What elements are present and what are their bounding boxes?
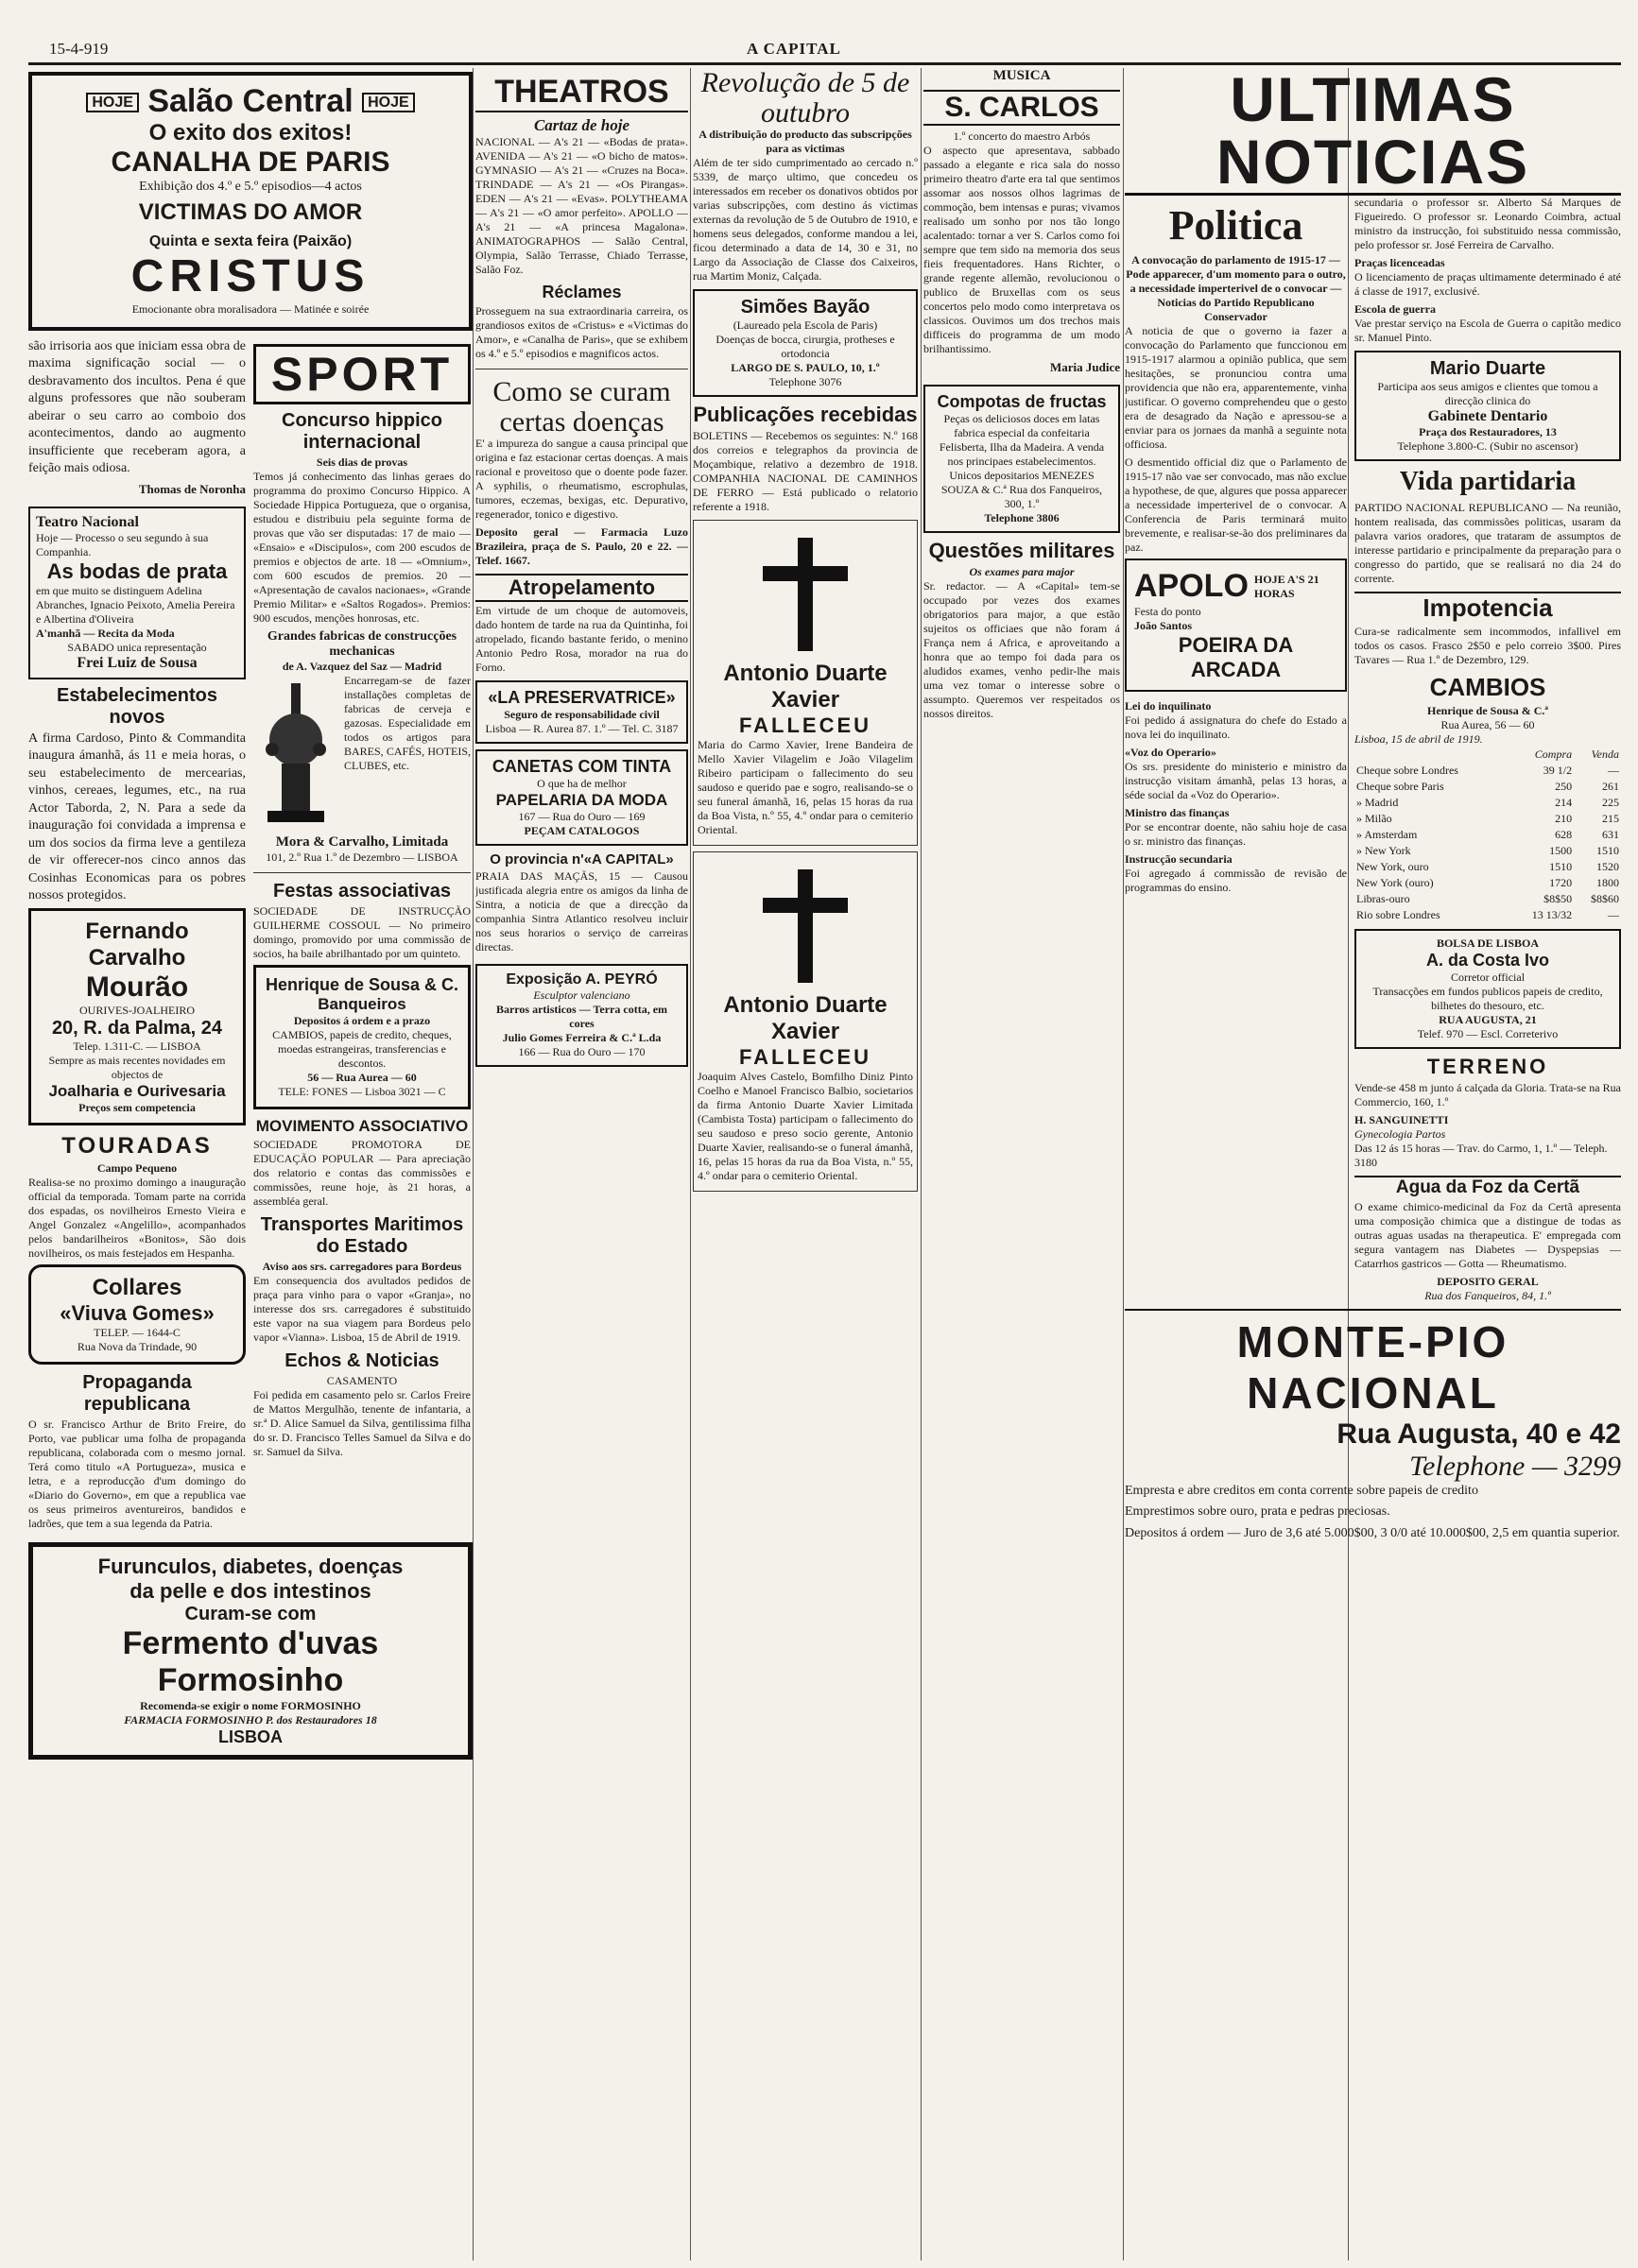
- graf-sub: de A. Vazquez del Saz — Madrid: [282, 660, 442, 673]
- expo-l1: Barros artisticos — Terra cotta, em cores: [495, 1003, 668, 1030]
- cambios-header-cell: [1354, 747, 1509, 763]
- furunculos-l1: Furunculos, diabetes, doenças: [97, 1555, 404, 1579]
- fernando-trade: Joalharia e Ourivesaria: [48, 1082, 226, 1101]
- revolucao-title: Revolução de 5 de outubro: [700, 68, 910, 129]
- furunculos-l5: Recomenda-se exigir o nome FORMOSINHO: [140, 1699, 361, 1713]
- column-6: [1125, 68, 1621, 1546]
- furunculos-l7: LISBOA: [217, 1727, 283, 1747]
- salao-film: CANALHA DE PARIS: [111, 146, 390, 178]
- echos-title: Echos & Noticias: [284, 1350, 440, 1371]
- peyro-ad: [475, 964, 688, 1067]
- bolsa-title: BOLSA DE LISBOA: [1436, 936, 1540, 950]
- touradas-sub: Campo Pequeno: [96, 1161, 178, 1176]
- mario-name: Mario Duarte: [1429, 358, 1546, 379]
- lei-title: Lei do inquilinato: [1125, 699, 1212, 713]
- cambios-row: [1354, 779, 1621, 795]
- monte-tel: Telephone — 3299: [1409, 1451, 1621, 1482]
- cambios-cell: $8$60: [1591, 892, 1619, 905]
- reclames-title: Réclames: [542, 283, 622, 301]
- obit2-text: Joaquim Alves Castelo, Bomfilho Diniz Pinto Coelho e Manoel Francisco Balbio, societarios da firma Antonio Duarte Xavier Limitada (Cambista Tosta) participam o fallecimento do seu saudoso e preso socio gerente, Antonio Duarte Xavier, realisando-se o funeral ámanhã, 16, pelas 15 horas da rua da Boa Vista, n.º 55, 4.º ondar para o cemiterio Oriental.: [698, 1070, 913, 1182]
- fernando-slogan: Sempre as mais recentes novidades em objectos de: [48, 1054, 226, 1082]
- concert-title: 1.º concerto do maestro Arbós: [953, 129, 1091, 143]
- cambios-cell: » Madrid: [1356, 796, 1399, 809]
- canetas-title: CANETAS COM TINTA: [491, 757, 672, 776]
- quest-text: Sr. redactor. — A «Capital» tem-se occupado por vezes dos exames obrigatorios para major, a que estão sujeitos os officiaes que não foram á França nem á Africa, e aproveitando a honra que ao tempo foi dada para os aludidos exames, venho pedir-lhe mais uma vez tomar o interesse sobre o assumpto. Queremos ver respeitados os nossos direitos.: [923, 579, 1120, 720]
- fernando-tel: Telep. 1.311-C. — LISBOA: [73, 1040, 201, 1054]
- apolo-sub: Festa do ponto: [1134, 605, 1201, 618]
- cambios-table: [1354, 747, 1621, 923]
- issue-date: 15-4-919: [49, 40, 109, 58]
- salao-name: VICTIMAS DO AMOR: [138, 199, 363, 226]
- furunculos-ad: [28, 1542, 473, 1760]
- papelaria-catalog: PEÇAM CATALOGOS: [524, 824, 640, 837]
- obit1-name: Antonio Duarte Xavier: [723, 661, 888, 713]
- cross-icon: [763, 869, 848, 983]
- expo-l2: Julio Gomes Ferreira & C.ª L.da: [502, 1031, 662, 1044]
- cambios-header-cell: Compra: [1534, 747, 1573, 761]
- canetas-ad: [475, 749, 688, 846]
- bolsa-ad: [1354, 929, 1621, 1049]
- fernando-addr: 20, R. da Palma, 24: [51, 1018, 223, 1040]
- henrique-t2: Banqueiros: [318, 995, 406, 1013]
- sport-title: SPORT: [253, 344, 471, 404]
- quest-title: Questões militares: [928, 539, 1115, 562]
- cambios-cell: 215: [1602, 812, 1619, 825]
- henrique-t3: Depositos á ordem e a prazo: [293, 1014, 431, 1027]
- col1-left: [28, 338, 246, 1535]
- henrique-ad: [253, 965, 471, 1109]
- concert-signature: Maria Judice: [1049, 360, 1120, 374]
- graf-text: Encarregam-se de fazer installações completas de fabricas de cerveja e gazosas. Especialidade em todos os artigos para BARES, CAFÉS, HOTEIS, CLUBES, etc.: [344, 674, 471, 772]
- ultimas-title: ULTIMAS NOTICIAS: [1125, 68, 1621, 196]
- salao-note: Emocionante obra moralisadora — Matinée e soirée: [131, 302, 370, 317]
- cambios-cell: 1510: [1596, 844, 1619, 857]
- obituary-2: [693, 851, 918, 1192]
- mov-title: MOVIMENTO ASSOCIATIVO: [255, 1117, 469, 1135]
- monte-l3: Depositos á ordem — Juro de 3,6 até 5.000$00, 3 0/0 até 10.000$00, 2,5 em quantia superior.: [1125, 1525, 1620, 1540]
- column-rule: [921, 68, 922, 2260]
- apolo-name: João Santos: [1134, 619, 1193, 632]
- impot-text: Cura-se radicalmente sem incommodos, infallivel em todos os casos. Frasco 2$50 e pelo correio 3$00. Pires Tavares — Rua 1.º de Dezembro, 129.: [1354, 625, 1621, 666]
- graf-title: Grandes fabricas de construcções mechanicas: [267, 629, 457, 659]
- cambios-cell: 1500: [1549, 844, 1573, 857]
- papelaria: PAPELARIA DA MODA: [495, 791, 668, 809]
- furunculos-l2: da pelle e dos intestinos: [129, 1579, 371, 1604]
- simoes-ad: [693, 289, 918, 397]
- compotas-title: Compotas de fructas: [937, 392, 1107, 411]
- collares-brand: «Viuva Gomes»: [60, 1301, 215, 1326]
- cambios-cell: 628: [1555, 828, 1573, 841]
- concert-text: O aspecto que apresentava, sabbado passado a elegante e rica sala do nosso primeiro theatro d'arte era tal que sentimos assomar aos nossos olhos lagrimas de commoção, bem intensas e puras; vivamos realisado um sonho por nos tão longo acalentado: tornar a ver S. Carlos como foi sempre que tem sido na memoria dos seus fieis frequentadores. Hans Richter, o grande regente allemão, revolucionou o publico de Bruxellas com os seus concertos pelo modo como interpretava os classicos. Ouvimos um dos trechos mais difficeis do programma de um modo brilhantissimo.: [923, 144, 1120, 355]
- impot-title: Impotencia: [1354, 592, 1621, 623]
- cambios-cell: $8$50: [1543, 892, 1573, 905]
- obit1-text: Maria do Carmo Xavier, Irene Bandeira de Mello Xavier Vilagelim e João Vilagelim Ribeiro participam o fallecimento do seu saudoso e querido pae e sogro, realisando-se o seu funeral ámanhã, 16, pelas 15 horas da rua da Boa Vista, n.º 55, 4.º ondar para o cemiterio Oriental.: [698, 738, 913, 836]
- expo-l3: 166 — Rua do Ouro — 170: [518, 1045, 646, 1058]
- estab-text: A firma Cardoso, Pinto & Commandita inaugura ámanhã, ás 11 e meia horas, o seu estabelecimento de mercearias, vinhos, cereaes, legumes, etc., na rua Actor Taborda, 2, N. Para a sede da inauguração foi convidada a imprensa e um dos socios da firma leve a gentileza de vir offerecer-nos cinco annos das Cosinhas Economicas para os pobres nossos protegidos.: [28, 730, 246, 902]
- cambios-row: [1354, 827, 1621, 843]
- escola-text: Vae prestar serviço na Escola de Guerra o capitão medico sr. Manuel Pinto.: [1354, 317, 1621, 344]
- atrop-text: Em virtude de um choque de automoveis, dado hontem de tarde na rua da Quintinha, foi atropelado, ficando bastante ferido, o menino Antonio Pedro Rosa, morador na rua do Forno.: [475, 604, 688, 674]
- trans-text: Em consequencia dos avultados pedidos de praça para vinho para o vapor «Granja», no interesse dos srs. carregadores é substituido este vapor na sua viagem para Bordeus pelo vapor «Vianna». Lisboa, 15 de Abril de 1919.: [253, 1274, 471, 1344]
- obituary-1: [693, 520, 918, 846]
- escola-title: Escola de guerra: [1354, 302, 1436, 316]
- cambios-row: [1354, 843, 1621, 859]
- cambios-cell: » Amsterdam: [1356, 828, 1418, 841]
- estab-title: Estabelecimentos novos: [56, 684, 218, 728]
- curam-text: E' a impureza do sangue a causa principal que origina e faz estacionar certas doenças. A mais racional e proveitoso que o doente pode fazer. A syphilis, o rheumatismo, escrophulas, tumores, eczemas, bexigas, etc. Depurativo, regenerador, tonico e digestivo.: [475, 437, 688, 521]
- preservatrice-ad: [475, 680, 688, 744]
- cartaz-text: NACIONAL — A's 21 — «Bodas de prata». AVENIDA — A's 21 — «O bicho de matos». GYMNASIO — A's 21 — «Cruzes na Boca». TRINDADE — A's 21 — «Os Pirangas». EDEN — A's 21 — «Evas». POLYTHEAMA — A's 21 — «O amor perfeito». APOLLO — A's 21 — «A princesa Magalona». ANIMATOGRAPHOS — Salão Central, Olympia, Salão Terrasse, Chiado Terrasse, Salão Foz.: [475, 135, 688, 276]
- expo-sub: Esculptor valenciano: [533, 988, 630, 1002]
- cambios-header-cell: Venda: [1591, 747, 1619, 761]
- preserv-name: «LA PRESERVATRICE»: [488, 688, 676, 707]
- furunculos-l6: FARMACIA FORMOSINHO P. dos Restauradores 18: [124, 1713, 377, 1727]
- teatro-show: As bodas de prata: [46, 558, 228, 583]
- column-rule: [473, 68, 474, 2260]
- cambios-cell: 631: [1602, 828, 1619, 841]
- monte-addr: Rua Augusta, 40 e 42: [1336, 1418, 1621, 1450]
- column-5: [923, 68, 1120, 725]
- deposito-text: Deposito geral — Farmacia Luzo Brazileira, praça de S. Paulo, 20 e 22. — Telef. 1667.: [475, 525, 688, 567]
- cambios-cell: —: [1608, 764, 1619, 777]
- cambios-cell: 13 13/32: [1531, 908, 1573, 921]
- pub-text: BOLETINS — Recebemos os seguintes: N.º 168 dos correios e telegraphos da provincia de Moçambique, relativo a dezembro de 1918. COMPANHIA NACIONAL DE CAMINHOS DE FERRO — Está publicado o relatorio referente a 1918.: [693, 429, 918, 513]
- scarlos-title: S. CARLOS: [923, 90, 1120, 126]
- atrop-title: Atropelamento: [475, 574, 688, 602]
- papelaria-addr: 167 — Rua do Ouro — 169: [518, 810, 646, 823]
- echos-sub: CASAMENTO: [326, 1374, 398, 1387]
- bolsa-role: Corretor official: [1450, 971, 1526, 984]
- politica-text2: O desmentido official diz que o Parlamento de 1915-17 não vae ser convocado, mas não exclue a hypothese, de que, algures que possa apparecer a necessidade imperterivel de o convocar. A Conferencia de Paris terminará muito brevemente, e realisar-se-ão dos preliminares da paz.: [1125, 455, 1347, 554]
- divider: [253, 872, 471, 873]
- cambios-cell: Libras-ouro: [1356, 892, 1410, 905]
- teatro-cast: em que muito se distinguem Adelina Abranches, Ignacio Peixoto, Amelia Pereira e Albertina d'Oliveira: [36, 583, 235, 626]
- cambios-cell: 39 1/2: [1543, 764, 1573, 777]
- henrique-t1: Henrique de Sousa & C.: [265, 975, 459, 994]
- column-4: [693, 68, 918, 1197]
- salao-central-ad: [28, 72, 473, 331]
- teatro-nacional-ad: [28, 507, 246, 679]
- mora-name: Mora & Carvalho, Limitada: [275, 834, 449, 850]
- col1-split: [28, 338, 473, 1535]
- musica-label: MUSICA: [992, 68, 1051, 83]
- trans-title: Transportes Maritimos do Estado: [260, 1214, 464, 1257]
- touradas-title: TOURADAS: [61, 1133, 213, 1160]
- cambios-cell: New York, ouro: [1356, 860, 1429, 873]
- vida-text: PARTIDO NACIONAL REPUBLICANO — Na reunião, hontem realisada, das commissões politicas, usaram da palavra varios oradores, que trataram de assumptos de interesse partidario e principalmente da preparação para o congresso do partido, que se realisará no dia 24 do corrente.: [1354, 501, 1621, 585]
- salao-sub: O exito dos exitos!: [148, 120, 353, 146]
- terreno-text: Vende-se 458 m junto á calçada da Gloria. Trata-se na Rua Commercio, 160, 1.º: [1354, 1081, 1621, 1108]
- teatro-note: A'manhã — Recita da Moda: [36, 626, 175, 640]
- apolo-hoje: HOJE A'S 21 HORAS: [1253, 572, 1319, 600]
- sanguinetti-sub: Gynecologia Partos: [1354, 1127, 1446, 1141]
- cambios-cell: » New York: [1356, 844, 1411, 857]
- prop-text: O sr. Francisco Arthur de Brito Freire, do Porto, vae publicar uma folha de propaganda republicana, colaborada com o mesmo jornal. Terá como titulo «A Portugueza», musica e letra, e a reproducção d'um domingo do «Diario do Governo», em que a republica vae os seus primeiros aventureiros, bandidos e ladrões, que tem a sua legenda da Patria.: [28, 1418, 246, 1531]
- masthead-bar: [28, 40, 1621, 65]
- graf-body: [253, 674, 471, 834]
- cambios-date: Lisboa, 15 de abril de 1919.: [1354, 732, 1483, 746]
- agua-addr: Rua dos Fanqueiros, 84, 1.º: [1424, 1289, 1551, 1302]
- bolsa-name: A. da Costa Ivo: [1425, 951, 1550, 970]
- simoes-l1: Doenças de bocca, cirurgia, protheses e ortodoncia: [716, 333, 895, 360]
- prov-text: PRAIA DAS MAÇÃS, 15 — Causou justificada alegria entre os amigos da linha de Sintra, a noticia de que a direcção da companhia Sintra Atlantico resolveu incluir nos seus horarios o serviço de carreiras directas.: [475, 869, 688, 954]
- bolsa-text: Transacções em fundos publicos papeis de credito, bilhetes do thesouro, etc.: [1372, 985, 1603, 1012]
- agua-title: Agua da Foz da Certã: [1354, 1176, 1621, 1198]
- bolsa-addr: RUA AUGUSTA, 21: [1439, 1013, 1537, 1026]
- cambios-addr: Rua Aurea, 56 — 60: [1440, 718, 1535, 731]
- festas-text: SOCIEDADE DE INSTRUCÇÃO GUILHERME COSSOUL — No primeiro domingo, promovido por uma commissão de socios, ha baile abrilhantado por um quinteto.: [253, 904, 471, 960]
- compotas-tel: Telephone 3806: [984, 511, 1060, 524]
- salao-cristus: CRISTUS: [130, 251, 371, 302]
- cambios-header-row: [1354, 747, 1621, 763]
- pub-title: Publicações recebidas: [693, 403, 918, 426]
- cambios-row: [1354, 891, 1621, 907]
- fin-text: Por se encontrar doente, não sahiu hoje de casa o sr. ministro das finanças.: [1125, 820, 1347, 848]
- monte-l2: Emprestimos sobre ouro, prata e pedras preciosas.: [1125, 1504, 1390, 1520]
- cambios-row: [1354, 907, 1621, 923]
- col1-right: [253, 338, 471, 1535]
- politica-sub: A convocação do parlamento de 1915-17 — Pode apparecer, d'um momento para o outro, a necessidade imperterivel de o convocar — Noticias do Partido Republicano Conservador: [1126, 253, 1346, 323]
- voz-text: Os srs. presidente do ministerio e ministro da instrucção visitam ámanhã, pelas 13 horas, a séde social da «Voz do Operario».: [1125, 760, 1347, 801]
- instr-text: Foi agregado á commissão de revisão de programmas do ensino.: [1125, 867, 1347, 894]
- preserv-addr: Lisboa — R. Aurea 87. 1.º — Tel. C. 3187: [485, 722, 679, 735]
- cambios-cell: Cheque sobre Paris: [1356, 780, 1444, 793]
- obit2-word: FALLECEU: [738, 1045, 872, 1069]
- furunculos-l3: Curam-se com: [184, 1604, 317, 1625]
- henrique-t5: 56 — Rua Aurea — 60: [307, 1071, 417, 1084]
- cambios-cell: Rio sobre Londres: [1356, 908, 1440, 921]
- apolo-ad: [1125, 558, 1347, 692]
- compotas-ad: [923, 385, 1120, 533]
- fernando-line1: Fernando Carvalho: [85, 919, 189, 971]
- apolo-title: APOLO: [1134, 568, 1249, 604]
- terreno-title: TERRENO: [1426, 1055, 1549, 1078]
- touradas-text: Realisa-se no proximo domingo a inauguração official da temporada. Tomam parte na corrida dos espadas, os novilheiros Ernesto Vieira e Angel Gonzalez «Angelillo», acompanhados pelos bandarilheiros «Bonitos», São dois novilheiros, os mais festejados em Hespanha.: [28, 1176, 246, 1261]
- coffee-machine-icon: [253, 674, 338, 834]
- hippico-sub: Seis dias de provas: [316, 455, 408, 469]
- cross-icon: [763, 538, 848, 651]
- collares-addr: Rua Nova da Trindade, 90: [77, 1340, 198, 1354]
- canetas-sub: O que ha de melhor: [537, 777, 627, 790]
- mov-text: SOCIEDADE PROMOTORA DE EDUCAÇÃO POPULAR — Para apreciação dos relatorio e contas das commissões e commissões, reune hoje, às 21 horas, a assembléa geral.: [253, 1138, 471, 1208]
- prov-title: O provincia n'«A CAPITAL»: [490, 851, 674, 868]
- obit1-word: FALLECEU: [738, 713, 872, 737]
- compotas-text: Peças os deliciosos doces em latas fabrica especial da confeitaria Felisberta, Ilha da Madeira. A venda nos principaes estabelecimentos. Unicos depositarios MENEZES SOUZA & C.ª Rua dos Fanqueiros, 300, 1.º: [939, 412, 1105, 510]
- simoes-tel: Telephone 3076: [768, 375, 842, 388]
- column-rule: [690, 68, 691, 2260]
- intro-text: são irrisoria aos que iniciam essa obra de maxima significação social — o desbravamento dos incultos. Pena é que alguns professores que não souberam abeirar o seu carro ao comboio dos acontecimentos, dando ao augmento insufficiente que receberam agora, a feição mais odiosa.: [28, 339, 246, 476]
- vida-title: Vida partidaria: [1399, 467, 1577, 496]
- hippico-title: Concurso hippico internacional: [282, 410, 442, 453]
- cambios-cell: 1510: [1549, 860, 1573, 873]
- reclames-text: Prosseguem na sua extraordinaria carreira, os grandiosos exitos de «Cristus» e «Victimas do Amor», e «Canalha de Paris», que se exhibem os 4.º e 5.º episodios e magnificos actos.: [475, 304, 688, 360]
- cambios-row: [1354, 795, 1621, 811]
- cambios-row: [1354, 811, 1621, 827]
- collares-title: Collares: [92, 1275, 182, 1301]
- fernando-ad: [28, 908, 246, 1125]
- cambios-row: [1354, 875, 1621, 891]
- teatro-author: Frei Luiz de Sousa: [77, 654, 198, 671]
- voz-title: «Voz do Operario»: [1125, 746, 1216, 759]
- salao-episodes: Exhibição dos 4.º e 5.º episodios—4 actos: [139, 180, 362, 194]
- expo-title: Exposição A. PEYRÓ: [506, 971, 658, 988]
- column-3: [475, 68, 688, 1073]
- quest-sub: Os exames para major: [969, 565, 1075, 578]
- column-1: [28, 68, 473, 1767]
- intro-signature: Thomas de Noronha: [138, 481, 246, 496]
- teatro-sat: SABADO unica representação: [67, 640, 207, 654]
- ultimas-split: [1125, 196, 1621, 1303]
- revolucao-text: Além de ter sido cumprimentado ao cercado n.º 5339, de março ultimo, que concedeu os interessados em receber os donativos obtidos por varias subscripções, com destino ás victimas externas da revolução de 5 de Outubro de 1910, e homens seus delegados, conforme mandou a lei, ficou determinado a data de 14, 30 e 31, no Largo da Associação de Classe dos Caixeiros, rua Martim Moniz, Calçada.: [693, 156, 918, 283]
- monte-title: MONTE-PIO NACIONAL: [1236, 1317, 1509, 1418]
- ultimas-right: [1354, 196, 1621, 1303]
- poeira-title: POEIRA DA ARCADA: [1178, 633, 1294, 681]
- cambios-row: [1354, 763, 1621, 779]
- cambios-cell: New York (ouro): [1356, 876, 1434, 889]
- mario-ad: [1354, 351, 1621, 461]
- curam-title: Como se curam certas doenças: [492, 376, 671, 438]
- cambios-firm: Henrique de Sousa & C.ª: [1427, 704, 1548, 717]
- mora-addr: 101, 2.º Rua 1.º de Dezembro — LISBOA: [266, 850, 458, 864]
- collares-ad: [28, 1264, 246, 1365]
- henrique-t6: TELE: FONES — Lisboa 3021 — C: [278, 1085, 446, 1098]
- festas-title: Festas associativas: [273, 881, 451, 902]
- column-rule: [1123, 68, 1124, 2260]
- lei-text: Foi pedido á assignatura do chefe do Estado a nova lei do inquilinato.: [1125, 713, 1347, 741]
- prop-title: Propaganda republicana: [82, 1372, 192, 1416]
- teatro-title: Teatro Nacional: [36, 513, 139, 530]
- sanguinetti-name: H. SANGUINETTI: [1354, 1113, 1449, 1126]
- cambios-cell: 1520: [1596, 860, 1619, 873]
- agua-text: O exame chimico-medicinal da Foz da Certã apresenta uma composição chimica que a distingue de todas as outras aguas usadas na therapeutica. E' empregada com segura vantagem nas Diabetes — Dyspepsias — Catarrhos gastricos — Gotta — Rheumatismo.: [1354, 1200, 1621, 1270]
- cambios-title: CAMBIOS: [1429, 673, 1546, 701]
- simoes-name: Simões Bayão: [740, 297, 871, 318]
- fernando-role: OURIVES-JOALHEIRO: [79, 1004, 195, 1018]
- sec-text: secundaria o professor sr. Alberto Sá Marques de Figueiredo. O professor sr. Leonardo Coimbra, actual ministro da instrucção, foi substituido nessa commissão, pelo professor sr. José Ferreira de Carvalho.: [1354, 196, 1621, 251]
- obit2-name: Antonio Duarte Xavier: [723, 992, 888, 1044]
- politica-text: A noticia de que o governo ia fazer a convocação do Parlamento que funccionou em 1915-1917 alarmou a opinião publica, que sem hesitações, se pronunciou contra uma providencia que não era, apparentemente, vinha justificar. O governo comprehendeu que o gesto era de desagrado da Nação e apressou-se a enviar para os jornaes da manhã a seguinte nota officiosa.: [1125, 324, 1347, 451]
- gabinete-title: Gabinete Dentario: [1427, 408, 1548, 424]
- cambios-cell: 210: [1555, 812, 1573, 825]
- simoes-sub: (Laureado pela Escola de Paris): [733, 318, 878, 332]
- salao-days: Quinta e sexta feira (Paixão): [148, 233, 353, 250]
- echos-text: Foi pedida em casamento pelo sr. Carlos Freire de Mattos Mergulhão, tenente de infantaria, a sr.ª D. Alice Samuel da Silva, gentilissima filha do sr. D. Francisco Telles Samuel da Silva e do sr. Samuel da Silva.: [253, 1388, 471, 1458]
- cambios-cell: 261: [1602, 780, 1619, 793]
- teatro-text: Hoje — Processo o seu segundo à sua Companhia.: [36, 530, 209, 558]
- collares-tel: TELEP. — 1644-C: [94, 1326, 181, 1340]
- cambios-cell: 1800: [1596, 876, 1619, 889]
- cambios-cell: Cheque sobre Londres: [1356, 764, 1458, 777]
- simoes-l2: LARGO DE S. PAULO, 10, 1.º: [731, 361, 880, 374]
- politica-title: Politica: [1168, 202, 1303, 249]
- cambios-cell: 1720: [1549, 876, 1573, 889]
- instr-title: Instrucção secundaria: [1125, 852, 1233, 866]
- pracas-title: Praças licenceadas: [1354, 256, 1445, 269]
- bolsa-tel: Telef. 970 — Escl. Correterivo: [1417, 1027, 1559, 1040]
- preserv-sub: Seguro de responsabilidade civil: [504, 708, 660, 721]
- gabinete-tel: Telephone 3.800-C. (Subir no ascensor): [1397, 439, 1578, 453]
- cartaz-title: Cartaz de hoje: [533, 116, 630, 134]
- hippico-text: Temos já conhecimento das linhas geraes do programma do proximo Concurso Hippico. A Sociedade Hippica Portugueza, que o organisa, estudou e distribuiu pela seguinte forma de provas que vão ser disputadas: 17 de maio — «Ensaio» e «Discipulos», com 200 escudos de premios e objectos de arte. 18 — «Omnium», com 600 escudos de premios. 20 — «Apresentação de cavalos nacionaes», «Grande Premio Militar» e «Saltos Rogados». Premios: 900 escudos, menções honrosas, etc.: [253, 470, 471, 625]
- theatros-title: THEATROS: [475, 74, 688, 112]
- revolucao-sub: A distribuição do producto das subscripções para as victimas: [698, 128, 912, 155]
- ultimas-left: [1125, 196, 1347, 1303]
- salao-title: HOJE Salão Central HOJE: [40, 83, 461, 120]
- furunculos-l4: Fermento d'uvas Formosinho: [122, 1625, 379, 1699]
- fernando-price: Preços sem competencia: [78, 1101, 196, 1115]
- paper-name: A CAPITAL: [747, 40, 841, 58]
- sanguinetti-text: Das 12 ás 15 horas — Trav. do Carmo, 1, 1.º — Teleph. 3180: [1354, 1142, 1608, 1169]
- monte-l1: Empresta e abre creditos em conta corrente sobre papeis de credito: [1125, 1484, 1478, 1498]
- henrique-t4: CAMBIOS, papeis de credito, cheques, moedas estrangeiras, transferencias e descontos.: [272, 1028, 452, 1070]
- mario-text: Participa aos seus amigos e clientes que tomou a direcção clinica do: [1377, 380, 1598, 407]
- cambios-cell: 225: [1602, 796, 1619, 809]
- cambios-cell: 250: [1555, 780, 1573, 793]
- cambios-cell: 214: [1555, 796, 1573, 809]
- pracas-text: O licenciamento de praças ultimamente determinado é até á classe de 1917, exclusivé.: [1354, 270, 1621, 298]
- montepio-ad: [1125, 1309, 1621, 1542]
- fin-title: Ministro das finanças: [1125, 806, 1230, 819]
- cambios-row: [1354, 859, 1621, 875]
- trans-sub: Aviso aos srs. carregadores para Bordeus: [262, 1260, 462, 1273]
- cambios-cell: —: [1608, 908, 1619, 921]
- fernando-line2: Mourão: [85, 971, 189, 1004]
- agua-dep: DEPOSITO GERAL: [1437, 1275, 1539, 1288]
- gabinete-addr: Praça dos Restauradores, 13: [1419, 425, 1557, 438]
- cambios-cell: » Milão: [1356, 812, 1392, 825]
